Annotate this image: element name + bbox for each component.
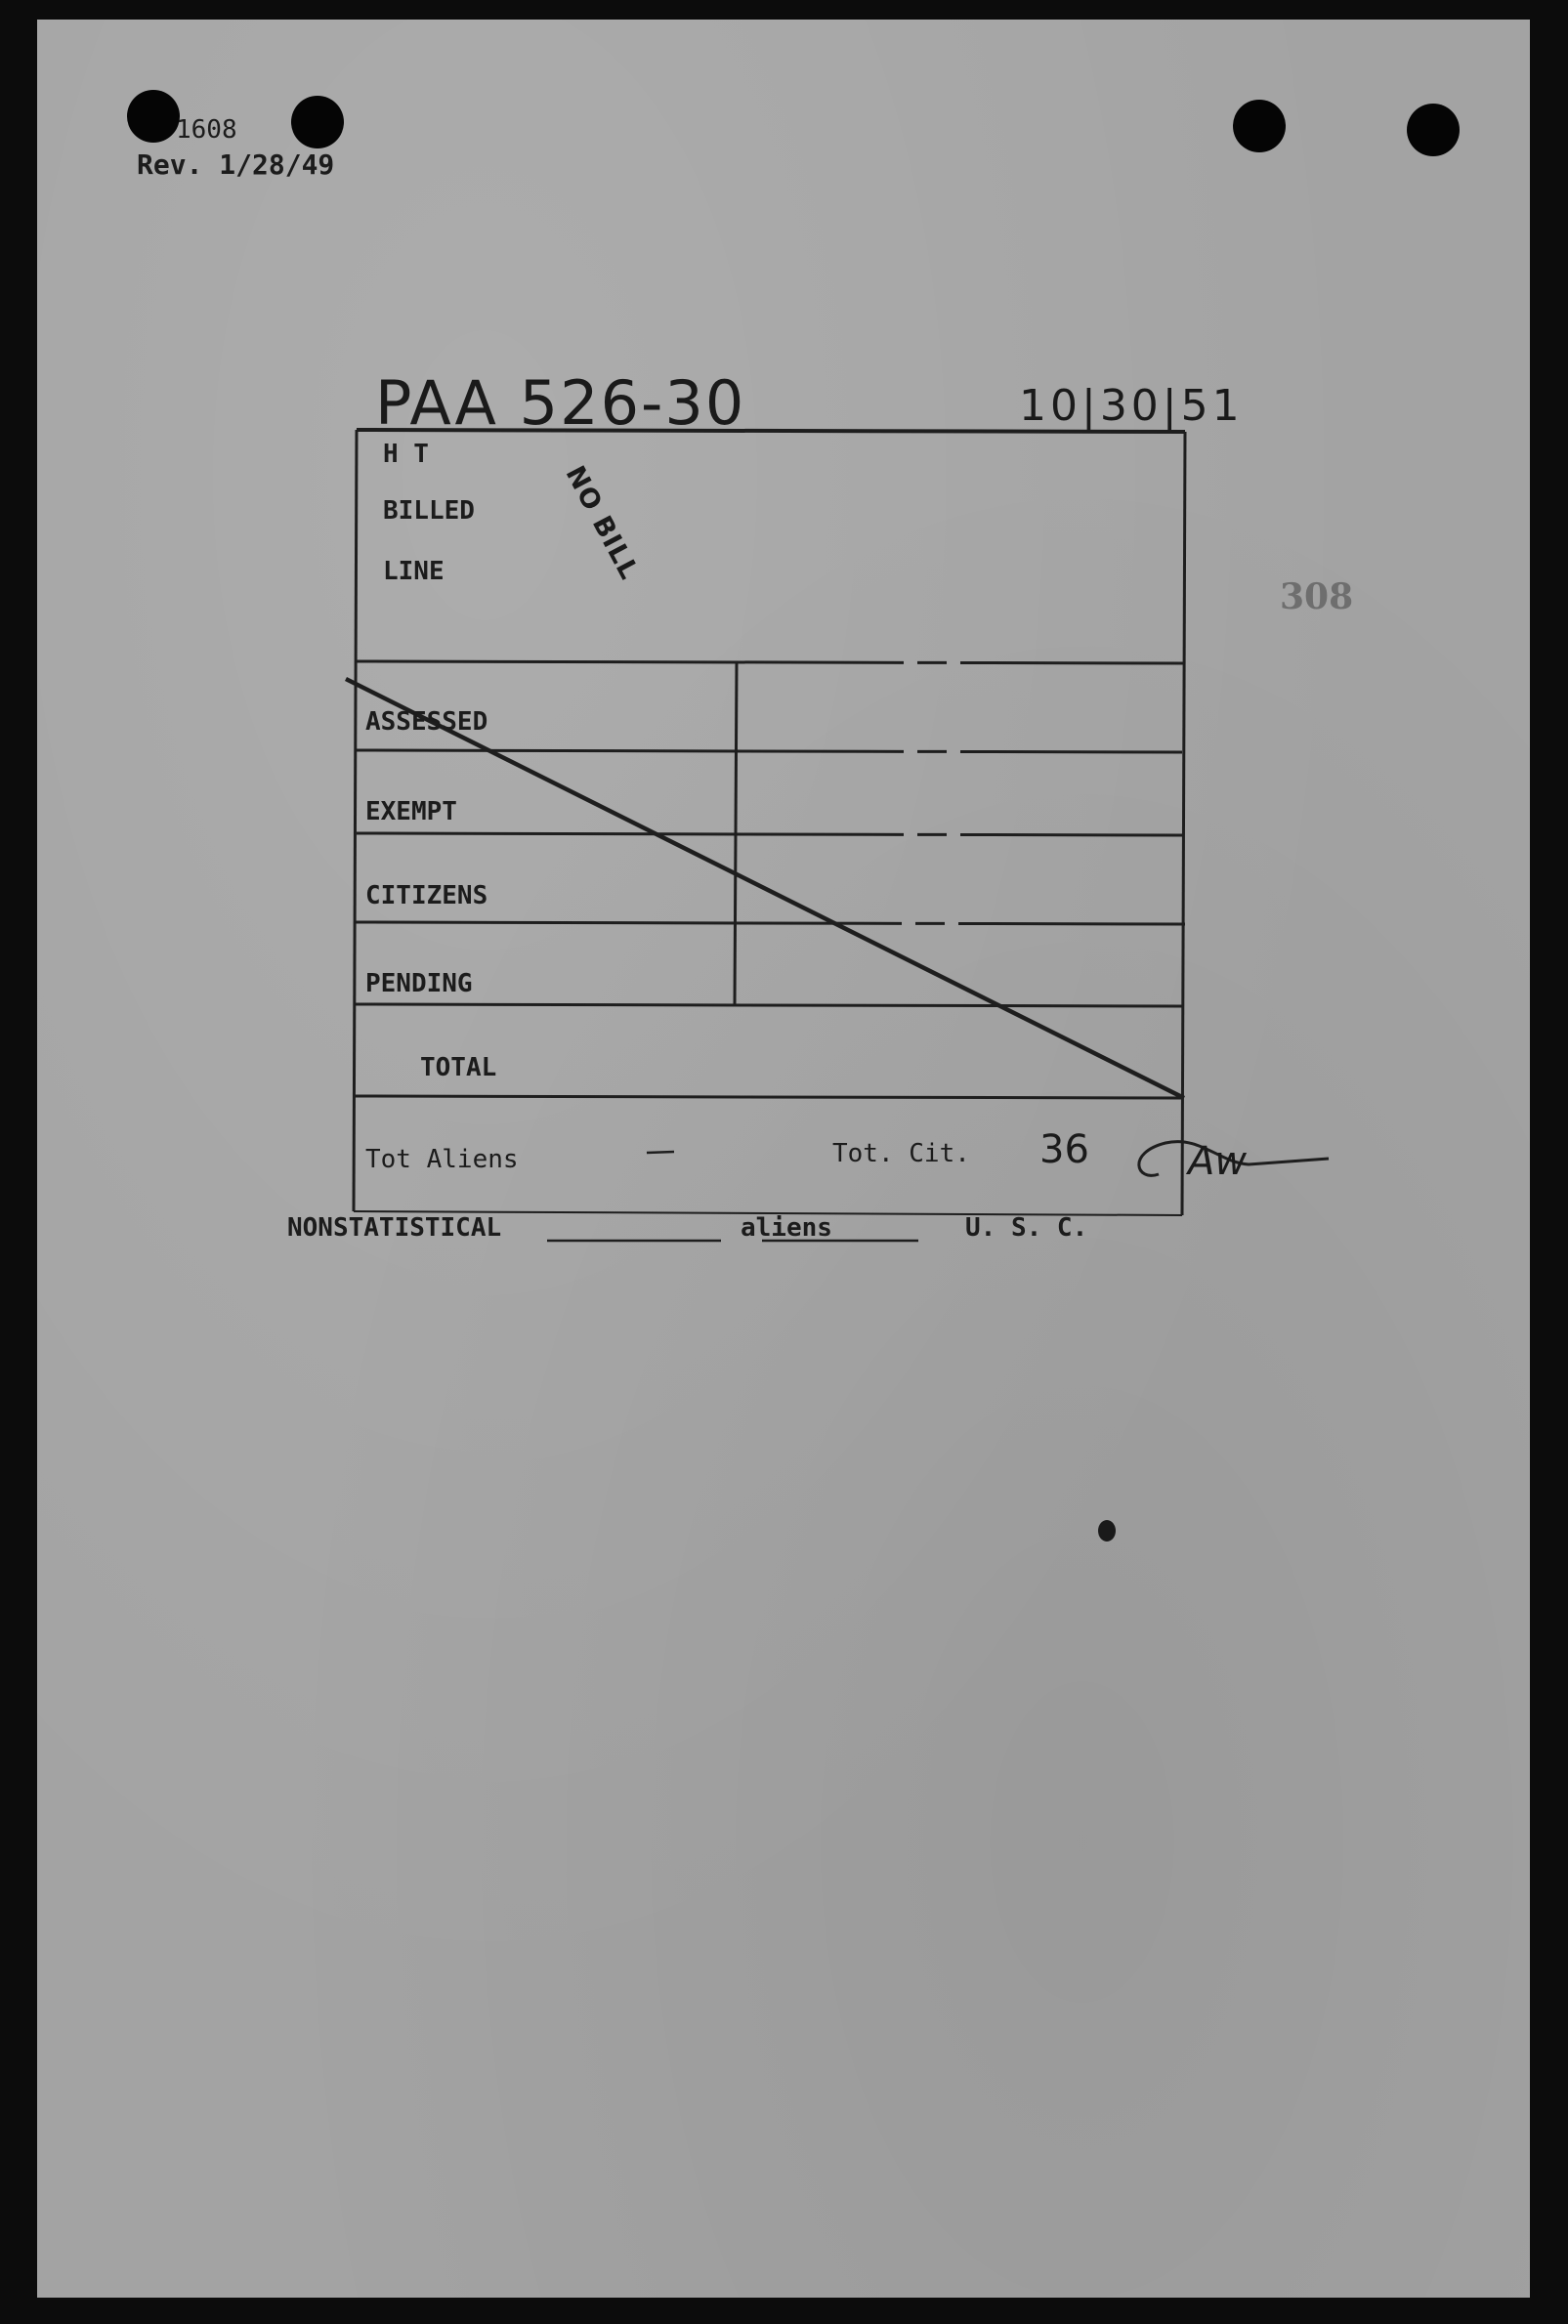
form-revision: Rev. 1/28/49 [137,148,335,181]
usc-label: U. S. C. [965,1213,1088,1243]
handwritten-initials: Aw [1188,1139,1248,1184]
handwritten-date: 10|30|51 [1019,381,1244,431]
form-table-lines [37,20,1530,2298]
row-label-assessed: ASSESSED [365,707,488,737]
handwritten-total-citizens: 36 [1039,1127,1089,1172]
row-label-exempt: EXEMPT [365,797,457,826]
row-label-billed: BILLED [383,496,475,526]
no-bill-stamp: NO BILL [559,461,645,585]
form-number: 1608 [176,115,237,145]
aliens-label: aliens [741,1213,832,1243]
handwritten-file-number: PAA 526-30 [375,367,746,439]
row-label-pending: PENDING [365,969,473,998]
nonstatistical-label: NONSTATISTICAL [287,1213,502,1243]
page-number-stamp: 308 [1280,576,1354,617]
tot-aliens-label: Tot Aliens [365,1145,519,1174]
row-label-citizens: CITIZENS [365,881,488,910]
row-label-line: LINE [383,557,445,586]
row-label-ht: H T [383,440,429,469]
tot-cit-label: Tot. Cit. [832,1139,970,1168]
row-label-total: TOTAL [420,1053,497,1082]
document-page [37,20,1530,2298]
